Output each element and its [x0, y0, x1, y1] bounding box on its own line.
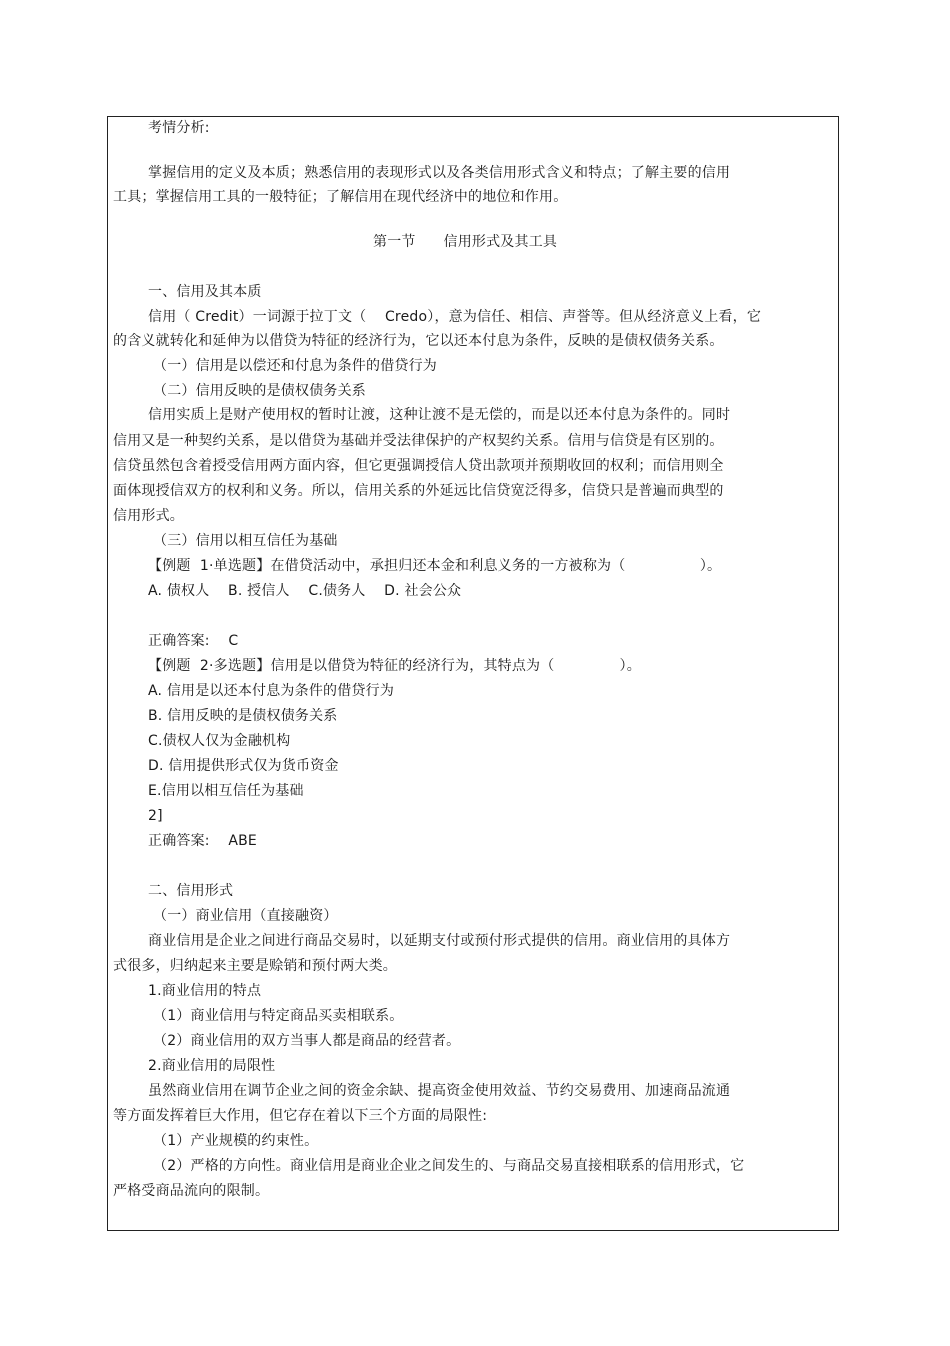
subheading: （二）信用反映的是债权债务关系	[153, 383, 366, 399]
stray-text: 2]	[148, 808, 163, 824]
heading-2: 二、信用形式	[148, 883, 234, 899]
paragraph-line: 信贷虽然包含着授受信用两方面内容，但它更强调授信人贷出款项并预期收回的权利；而信用则全	[113, 458, 724, 474]
heading-1: 一、信用及其本质	[148, 284, 262, 300]
paragraph-line: 虽然商业信用在调节企业之间的资金余缺、提高资金使用效益、节约交易费用、加速商品流通	[148, 1083, 731, 1099]
answer-option: B. 信用反映的是债权债务关系	[148, 708, 338, 724]
paragraph-line: 信用实质上是财产使用权的暂时让渡，这种让渡不是无偿的，而是以还本付息为条件的。同时	[148, 407, 731, 423]
subheading: 1.商业信用的特点	[148, 983, 262, 999]
paragraph-line: 信用又是一种契约关系，是以借贷为基础并受法律保护的产权契约关系。信用与信贷是有区别的。	[113, 433, 724, 449]
example-question: 【例题 2·多选题】信用是以借贷为特征的经济行为，其特点为（ ）。	[148, 658, 641, 674]
answer-option: C.债权人仅为金融机构	[148, 733, 291, 749]
paragraph-line: 的含义就转化和延伸为以借贷为特征的经济行为，它以还本付息为条件，反映的是债权债务关系。	[113, 333, 724, 349]
section-title: 第一节 信用形式及其工具	[373, 234, 558, 250]
paragraph-line: 商业信用是企业之间进行商品交易时，以延期支付或预付形式提供的信用。商业信用的具体方	[148, 933, 731, 949]
list-item: （2）严格的方向性。商业信用是商业企业之间发生的、与商品交易直接相联系的信用形式，它	[153, 1158, 745, 1174]
subheading: 2.商业信用的局限性	[148, 1058, 276, 1074]
paragraph-line: 面体现授信双方的权利和义务。所以，信用关系的外延远比信贷宽泛得多，信贷只是普遍而典型的	[113, 483, 724, 499]
subheading: （一）信用是以偿还和付息为条件的借贷行为	[153, 358, 437, 374]
subheading: （一）商业信用（直接融资）	[153, 908, 338, 924]
paragraph-line: 信用形式。	[113, 508, 184, 524]
example-question: 【例题 1·单选题】在借贷活动中，承担归还本金和利息义务的一方被称为（ ）。	[148, 558, 722, 574]
paragraph-line: 工具；掌握信用工具的一般特征；了解信用在现代经济中的地位和作用。	[113, 189, 568, 205]
list-item: （1）产业规模的约束性。	[153, 1133, 319, 1149]
list-item: （1）商业信用与特定商品买卖相联系。	[153, 1008, 404, 1024]
answer-options: A. 债权人 B. 授信人 C.债务人 D. 社会公众	[148, 583, 462, 599]
answer-option: E.信用以相互信任为基础	[148, 783, 304, 799]
paragraph-line: 掌握信用的定义及本质；熟悉信用的表现形式以及各类信用形式含义和特点；了解主要的信用	[148, 165, 731, 181]
paragraph-line: 信用（ Credit）一词源于拉丁文（ Credo），意为信任、相信、声誉等。但从经济意义上看，它	[148, 309, 762, 325]
answer-option: A. 信用是以还本付息为条件的借贷行为	[148, 683, 395, 699]
exam-analysis-heading: 考情分析:	[148, 120, 210, 136]
paragraph-line: 等方面发挥着巨大作用，但它存在着以下三个方面的局限性:	[113, 1108, 488, 1124]
list-item: （2）商业信用的双方当事人都是商品的经营者。	[153, 1033, 461, 1049]
correct-answer: 正确答案: ABE	[148, 833, 257, 849]
subheading: （三）信用以相互信任为基础	[153, 533, 338, 549]
paragraph-line: 严格受商品流向的限制。	[113, 1183, 270, 1199]
correct-answer: 正确答案: C	[148, 633, 239, 649]
paragraph-line: 式很多，归纳起来主要是赊销和预付两大类。	[113, 958, 397, 974]
answer-option: D. 信用提供形式仅为货币资金	[148, 758, 339, 774]
